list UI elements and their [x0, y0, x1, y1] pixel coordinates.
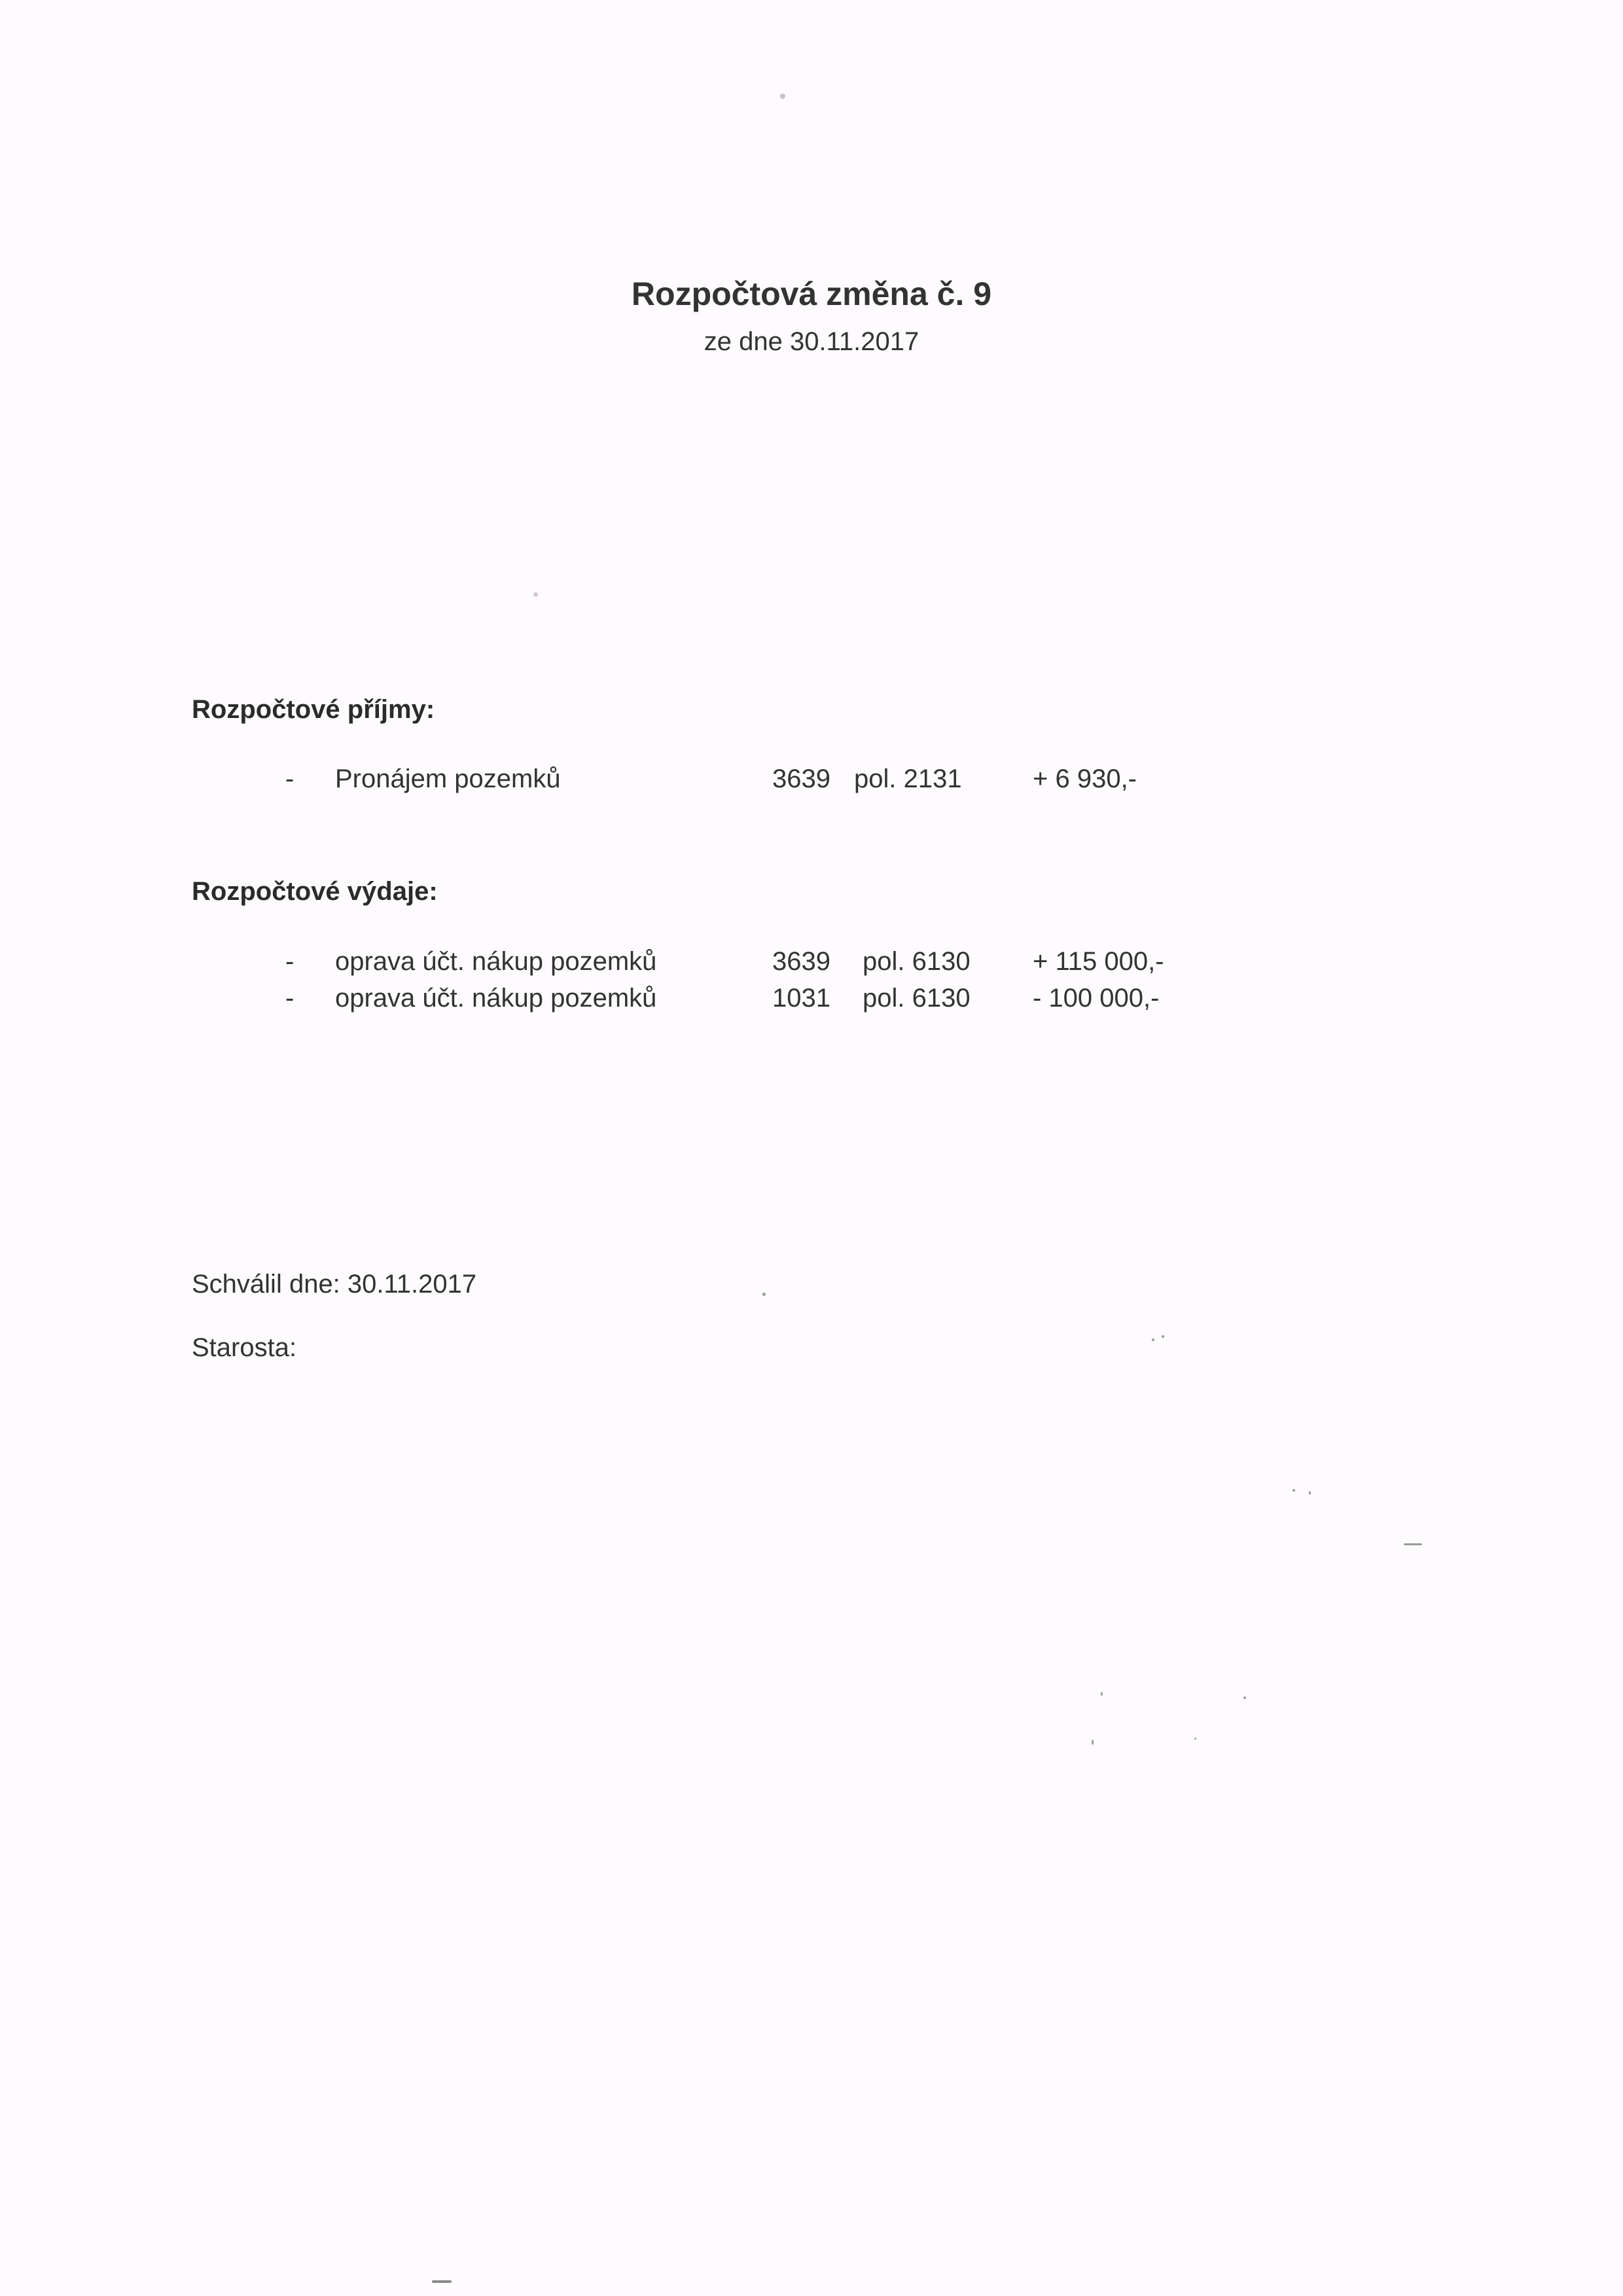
scan-speck — [1152, 1338, 1154, 1341]
scan-speck — [1404, 1543, 1422, 1545]
scan-speck — [1293, 1489, 1295, 1492]
scan-speck — [1194, 1738, 1196, 1740]
row-amount: - 100 000,- — [1033, 984, 1160, 1013]
scan-speck — [432, 2280, 452, 2283]
row-bullet: - — [285, 947, 294, 976]
scan-speck — [762, 1293, 766, 1296]
approval-date: Schválil dne: 30.11.2017 — [192, 1270, 477, 1299]
row-label: oprava účt. nákup pozemků — [335, 947, 657, 976]
row-item: pol. 6130 — [863, 947, 971, 976]
row-label: oprava účt. nákup pozemků — [335, 984, 657, 1013]
document-date: ze dne 30.11.2017 — [704, 327, 919, 356]
row-item: pol. 6130 — [863, 984, 971, 1013]
scan-speck — [780, 94, 785, 99]
row-bullet: - — [285, 984, 294, 1013]
scan-speck — [1101, 1692, 1103, 1696]
row-label: Pronájem pozemků — [335, 764, 561, 793]
scan-speck — [1243, 1696, 1246, 1699]
row-paragraph: 3639 — [772, 764, 830, 793]
row-amount: + 6 930,- — [1033, 764, 1137, 793]
row-amount: + 115 000,- — [1033, 947, 1164, 976]
scan-speck — [1162, 1335, 1164, 1338]
row-item: pol. 2131 — [854, 764, 962, 793]
row-paragraph: 1031 — [772, 984, 830, 1013]
income-heading: Rozpočtové příjmy: — [192, 695, 435, 724]
expenses-heading: Rozpočtové výdaje: — [192, 877, 438, 906]
scan-speck — [1092, 1740, 1094, 1745]
scan-speck — [1309, 1491, 1311, 1495]
document-title: Rozpočtová změna č. 9 — [631, 276, 992, 312]
scan-speck — [533, 592, 538, 597]
row-paragraph: 3639 — [772, 947, 830, 976]
mayor-label: Starosta: — [192, 1333, 297, 1362]
row-bullet: - — [285, 764, 294, 793]
